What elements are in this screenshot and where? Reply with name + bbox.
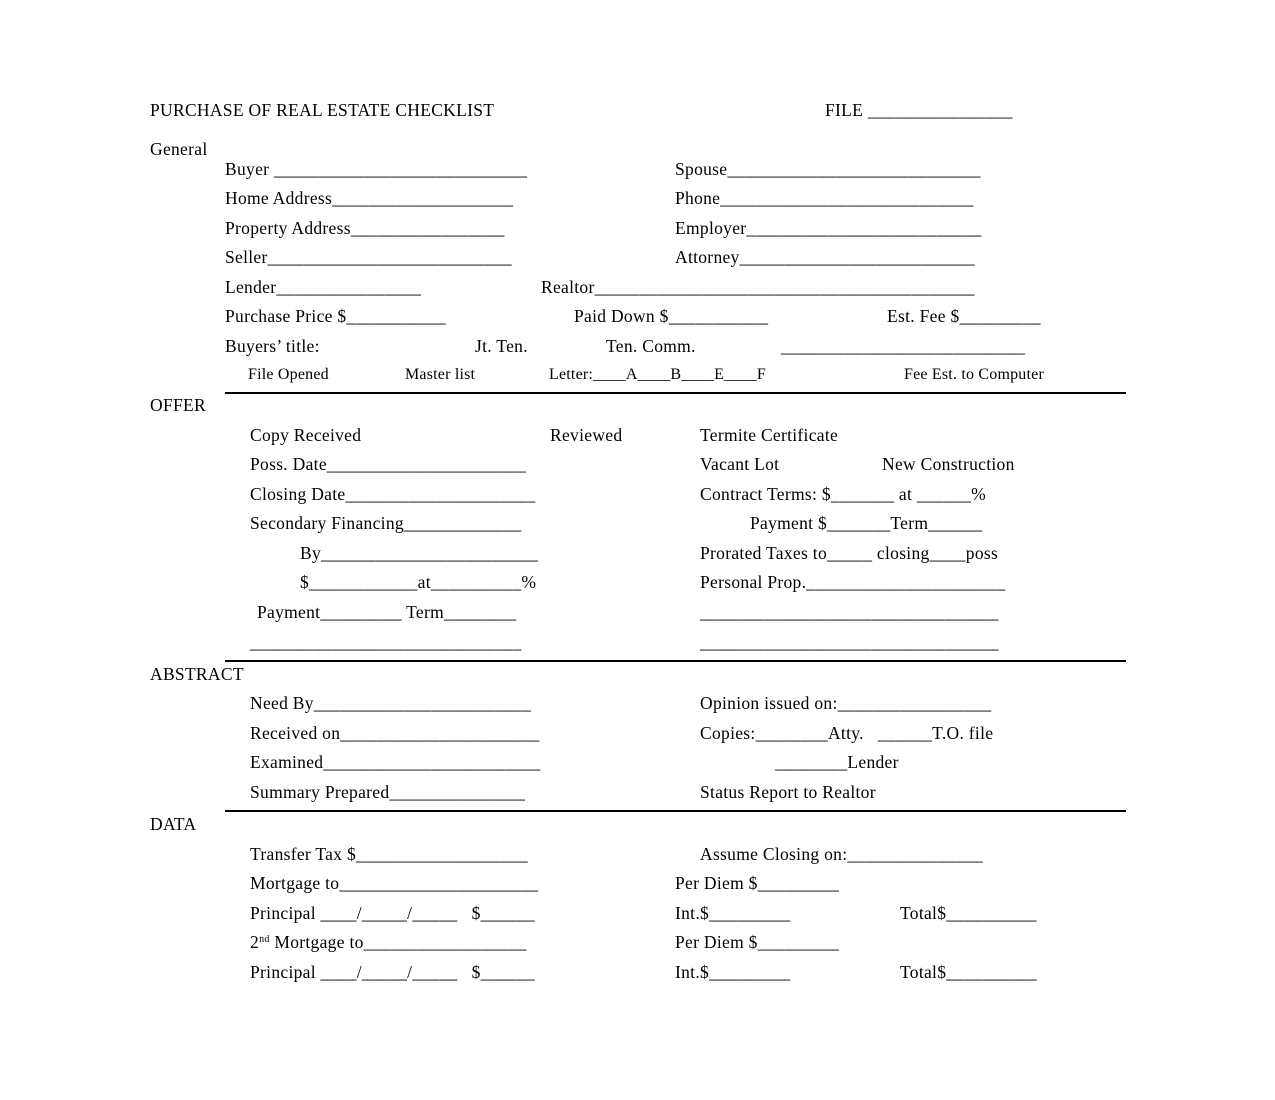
per-diem-field-2[interactable]: Per Diem $_________ (675, 932, 840, 952)
section-heading-general: General (150, 139, 208, 159)
received-on-field[interactable]: Received on______________________ (250, 723, 540, 743)
reviewed-item[interactable]: Reviewed (550, 425, 623, 445)
per-diem-field[interactable]: Per Diem $_________ (675, 873, 840, 893)
new-construction-item[interactable]: New Construction (882, 454, 1015, 474)
letter-item[interactable]: Letter:____A____B____E____F (549, 366, 766, 383)
termite-certificate-item[interactable]: Termite Certificate (700, 425, 839, 445)
attorney-field[interactable]: Attorney__________________________ (675, 247, 975, 267)
assume-closing-field[interactable]: Assume Closing on:_______________ (700, 844, 984, 864)
payment-term-field[interactable]: Payment $_______Term______ (750, 513, 983, 533)
est-fee-field[interactable]: Est. Fee $_________ (887, 306, 1041, 326)
summary-prepared-field[interactable]: Summary Prepared_______________ (250, 782, 526, 802)
payment-field[interactable]: Payment_________ Term________ (257, 602, 517, 622)
employer-field[interactable]: Employer__________________________ (675, 218, 982, 238)
poss-date-field[interactable]: Poss. Date______________________ (250, 454, 526, 474)
examined-field[interactable]: Examined________________________ (250, 752, 541, 772)
phone-field[interactable]: Phone____________________________ (675, 188, 974, 208)
home-address-field[interactable]: Home Address____________________ (225, 188, 514, 208)
status-report-item[interactable]: Status Report to Realtor (700, 782, 876, 802)
purchase-price-field[interactable]: Purchase Price $___________ (225, 306, 446, 326)
financing-amount-field[interactable]: $____________at__________% (300, 572, 537, 592)
section-divider (225, 810, 1126, 812)
section-divider (225, 392, 1126, 394)
interest-field-2[interactable]: Int.$_________ (675, 962, 791, 982)
contract-terms-field[interactable]: Contract Terms: $_______ at ______% (700, 484, 986, 504)
offer-blank-field[interactable]: ______________________________ (250, 632, 522, 652)
section-heading-data: DATA (150, 814, 197, 834)
title-blank-field[interactable]: ___________________________ (781, 336, 1026, 356)
closing-date-field[interactable]: Closing Date_____________________ (250, 484, 536, 504)
seller-field[interactable]: Seller___________________________ (225, 247, 512, 267)
copies-field[interactable]: Copies:________Atty. ______T.O. file (700, 723, 994, 743)
fee-est-item[interactable]: Fee Est. to Computer (904, 366, 1044, 383)
ordinal-suffix: nd (259, 934, 270, 945)
copy-received-item[interactable]: Copy Received (250, 425, 362, 445)
file-number-field[interactable]: FILE ________________ (825, 100, 1013, 120)
section-heading-abstract: ABSTRACT (150, 664, 244, 684)
vacant-lot-item[interactable]: Vacant Lot (700, 454, 780, 474)
secondary-financing-field[interactable]: Secondary Financing_____________ (250, 513, 522, 533)
interest-field[interactable]: Int.$_________ (675, 903, 791, 923)
ordinal-number: 2 (250, 932, 260, 952)
total-field[interactable]: Total$__________ (900, 903, 1037, 923)
second-mortgage-field[interactable] (250, 932, 527, 952)
copies-lender-field[interactable]: ________Lender (775, 752, 899, 772)
master-list-item[interactable]: Master list (405, 366, 476, 383)
page-title: PURCHASE OF REAL ESTATE CHECKLIST (150, 100, 495, 120)
second-mortgage-label: Mortgage to__________________ (269, 932, 527, 952)
lender-field[interactable]: Lender________________ (225, 277, 422, 297)
realtor-field[interactable]: Realtor__________________________________________ (541, 277, 975, 297)
buyer-field[interactable]: Buyer ____________________________ (225, 159, 528, 179)
principal-field[interactable]: Principal ____/_____/_____ $______ (250, 903, 535, 923)
by-field[interactable]: By________________________ (300, 543, 539, 563)
jt-ten-option[interactable]: Jt. Ten. (475, 336, 528, 356)
section-divider (225, 660, 1126, 662)
paid-down-field[interactable]: Paid Down $___________ (574, 306, 769, 326)
transfer-tax-field[interactable]: Transfer Tax $___________________ (250, 844, 528, 864)
personal-prop-field[interactable]: Personal Prop.______________________ (700, 572, 1006, 592)
file-opened-item[interactable]: File Opened (248, 366, 329, 383)
total-field-2[interactable]: Total$__________ (900, 962, 1037, 982)
opinion-issued-field[interactable]: Opinion issued on:_________________ (700, 693, 992, 713)
section-heading-offer: OFFER (150, 395, 206, 415)
ten-comm-option[interactable]: Ten. Comm. (606, 336, 696, 356)
need-by-field[interactable]: Need By________________________ (250, 693, 532, 713)
prorated-taxes-field[interactable]: Prorated Taxes to_____ closing____poss (700, 543, 999, 563)
notes-blank-field[interactable]: _________________________________ (700, 632, 999, 652)
notes-blank-field[interactable]: _________________________________ (700, 602, 999, 622)
property-address-field[interactable]: Property Address_________________ (225, 218, 505, 238)
buyers-title-label: Buyers’ title: (225, 336, 320, 356)
principal-field-2[interactable]: Principal ____/_____/_____ $______ (250, 962, 535, 982)
mortgage-to-field[interactable]: Mortgage to______________________ (250, 873, 539, 893)
spouse-field[interactable]: Spouse____________________________ (675, 159, 981, 179)
